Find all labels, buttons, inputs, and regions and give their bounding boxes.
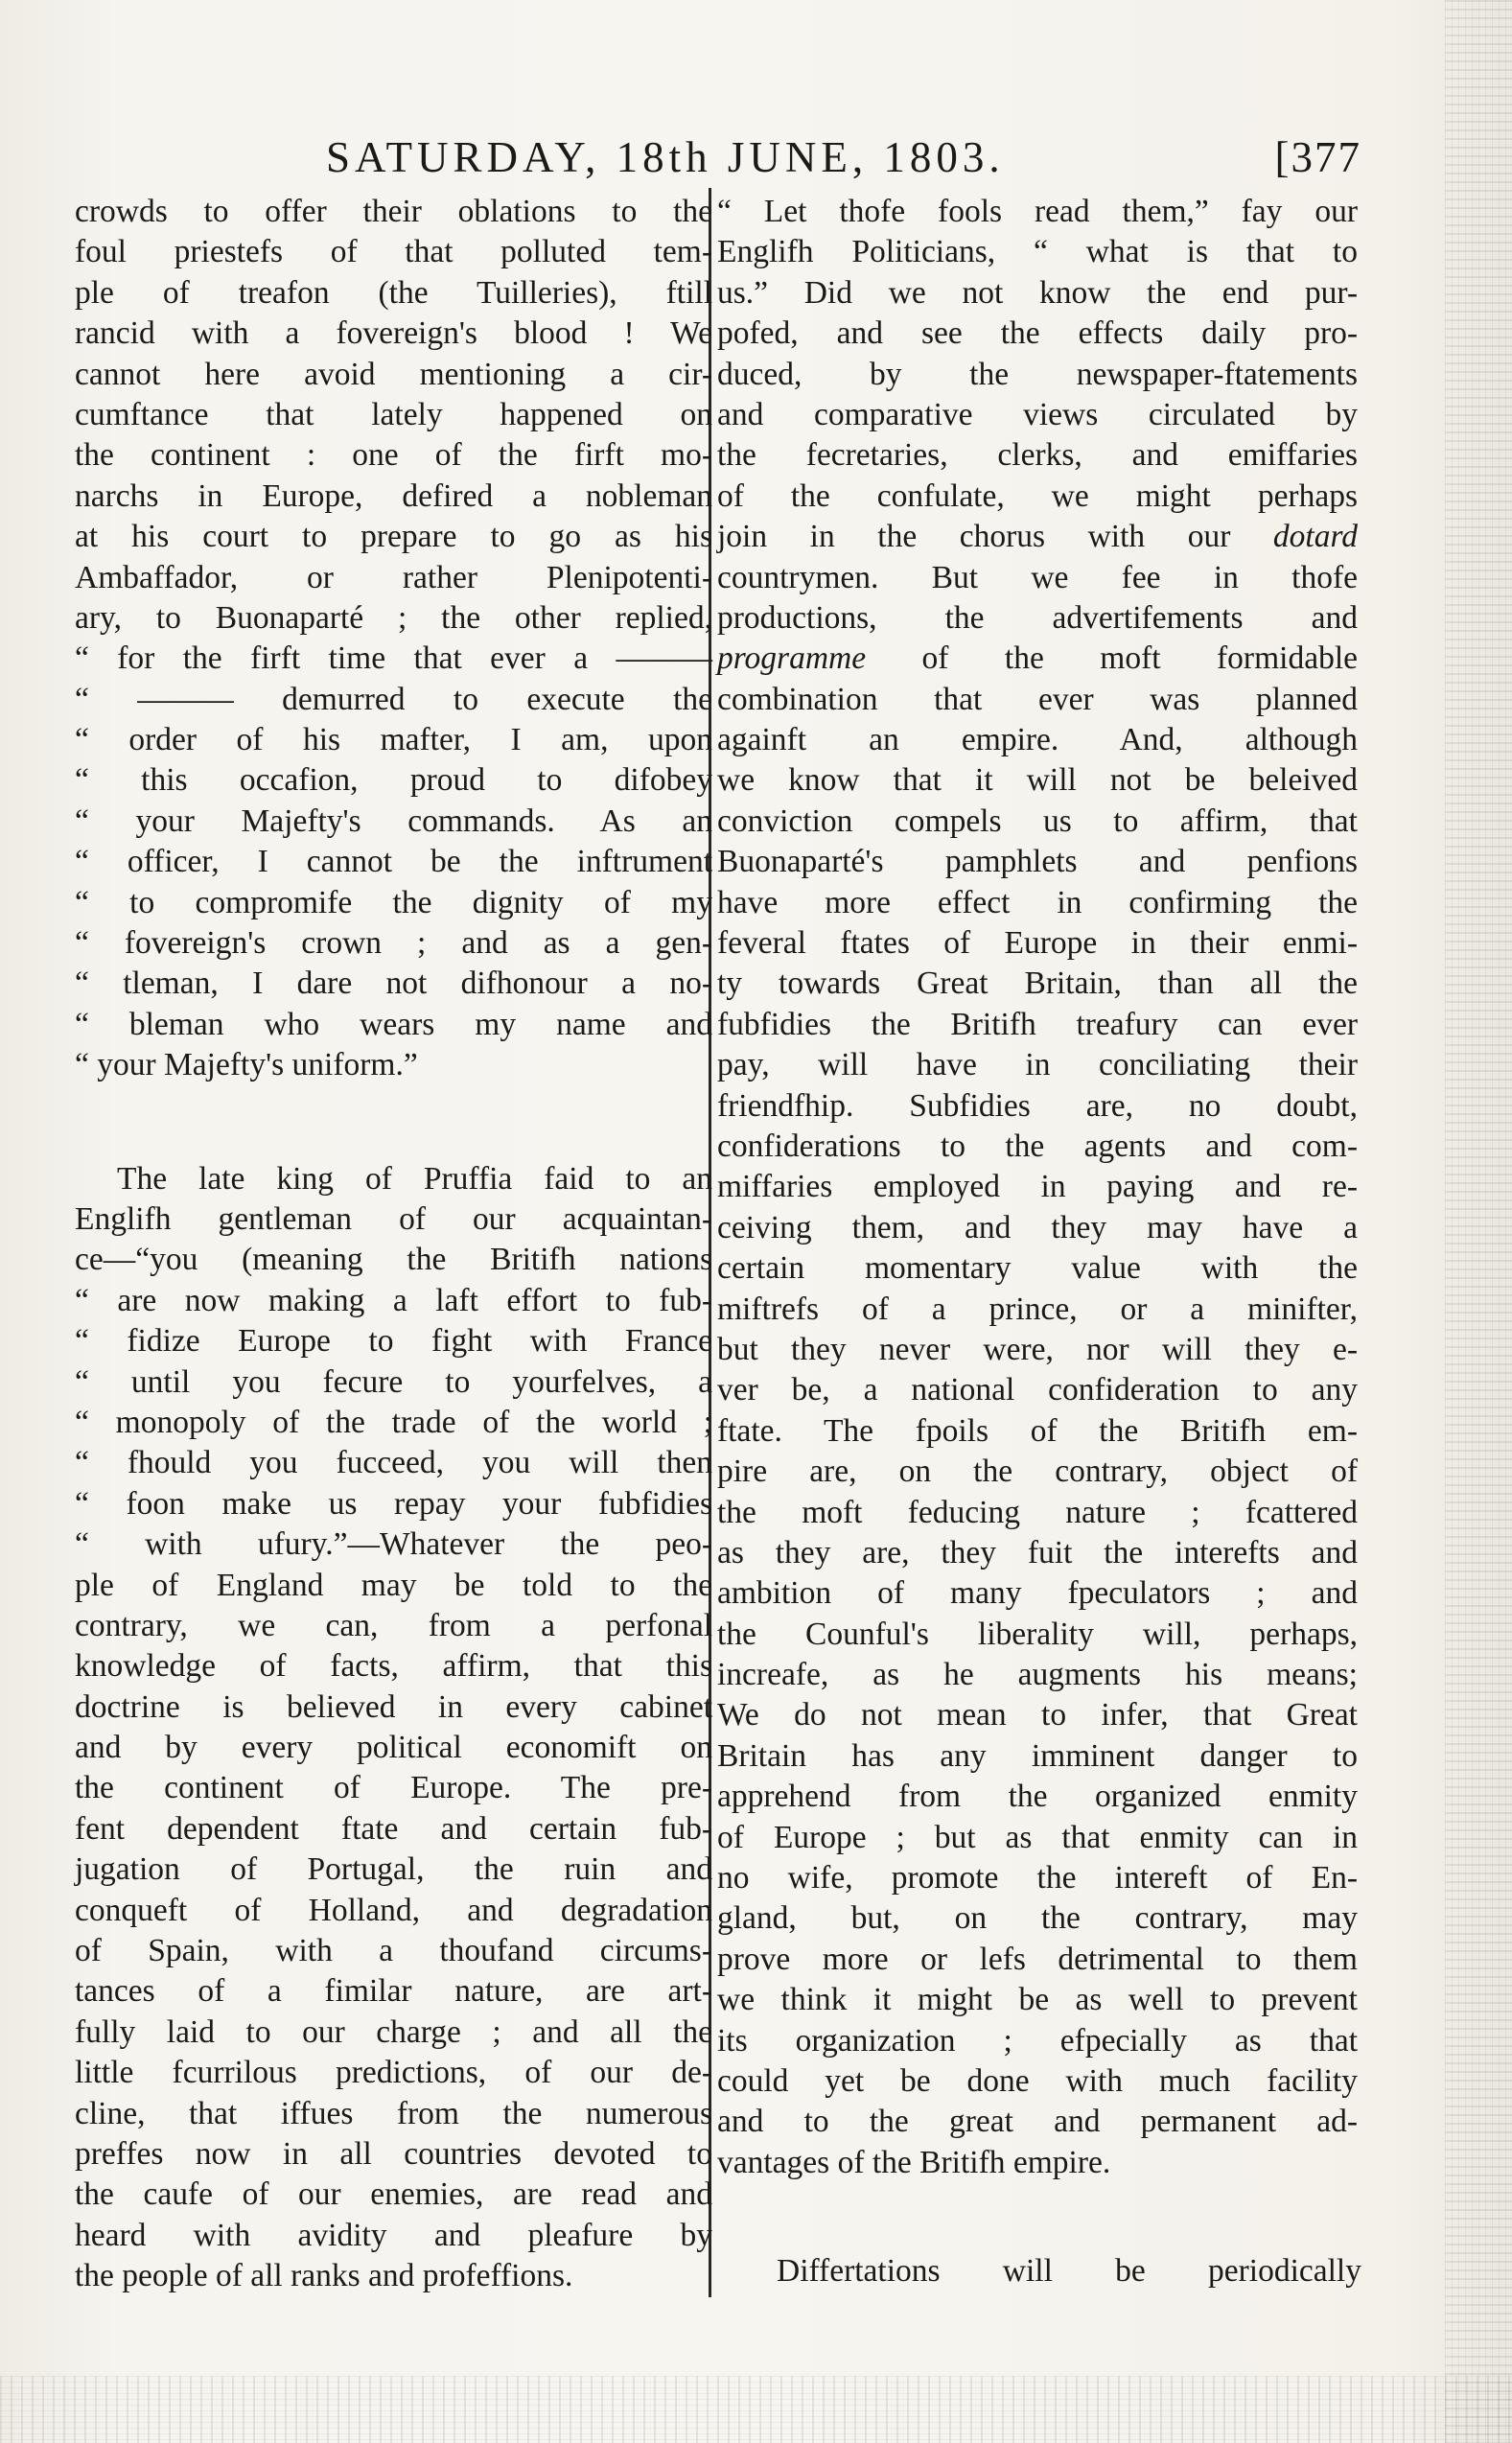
text-line: “ this occafion, proud to difobey (75, 762, 712, 799)
text-line: narchs in Europe, defired a nobleman (75, 477, 712, 514)
text-line: pofed, and see the effects daily pro- (717, 315, 1358, 352)
text-line: jugation of Portugal, the ruin and (75, 1851, 712, 1888)
page-header (326, 132, 1361, 186)
text-line: rancid with a fovereign's blood ! We (75, 315, 712, 352)
text-line: “ to compromife the dignity of my (75, 884, 712, 920)
left-paragraph-1 (75, 192, 712, 1086)
right-column (717, 192, 1358, 2183)
text-line: of the confulate, we might perhaps (717, 477, 1358, 514)
text-line: confiderations to the agents and com- (717, 1128, 1358, 1164)
text-line: miffaries employed in paying and re- (717, 1169, 1358, 1205)
text-line: cline, that iffues from the numerous (75, 2095, 712, 2131)
text-line: “ officer, I cannot be the inftrument (75, 844, 712, 880)
text-line: combination that ever was planned (717, 681, 1358, 717)
text-line: “ tleman, I dare not difhonour a no- (75, 966, 712, 1002)
text-line: Buonaparté's pamphlets and penfions (717, 844, 1358, 880)
text-line: vantages of the Britifh empire. (717, 2144, 1111, 2180)
text-line: the Counful's liberality will, perhaps, (717, 1616, 1358, 1652)
text-line: ceiving them, and they may have a (717, 1209, 1358, 1245)
text-line: “ are now making a laft effort to fub- (75, 1282, 712, 1318)
text-line: preffes now in all countries devoted to (75, 2135, 712, 2172)
page-number: [377 (1274, 133, 1361, 181)
text-line: duced, by the newspaper-ftatements (717, 356, 1358, 392)
text-line: we know that it will not be beleived (717, 762, 1358, 799)
text-line: We do not mean to infer, that Great (717, 1697, 1358, 1733)
text-line: and by every political economift on (75, 1730, 712, 1766)
text-line: us.” Did we not know the end pur- (717, 274, 1358, 311)
text-line: knowledge of facts, affirm, that this (75, 1648, 712, 1685)
text-line: Englifh Politicians, “ what is that to (717, 234, 1358, 270)
text-line: productions, the advertifements and (717, 599, 1358, 636)
text-line: doctrine is believed in every cabinet (75, 1688, 712, 1725)
text-line: pire are, on the contrary, object of (717, 1454, 1358, 1490)
text-line: increafe, as he augments his means; (717, 1657, 1358, 1693)
text-line: have more effect in confirming the (717, 884, 1358, 920)
text-line: the continent of Europe. The pre- (75, 1770, 712, 1806)
text-line: conviction compels us to affirm, that (717, 803, 1358, 839)
text-line: “ your Majefty's commands. As an (75, 803, 712, 839)
text-line: of Spain, with a thoufand circums- (75, 1933, 712, 1969)
text-line: could yet be done with much facility (717, 2062, 1358, 2099)
text-line: “ bleman who wears my name and (75, 1006, 712, 1042)
text-line: “ fovereign's crown ; and as a gen- (75, 925, 712, 962)
text-line: “ monopoly of the trade of the world ; (75, 1404, 712, 1440)
text-line: contrary, we can, from a perfonal (75, 1607, 712, 1643)
text-line: prove more or lefs detrimental to them (717, 1941, 1358, 1977)
text-line: and to the great and permanent ad- (717, 2104, 1358, 2140)
text-line: Britain has any imminent danger to (717, 1737, 1358, 1774)
text-line: the continent : one of the firft mo- (75, 437, 712, 474)
text-line: little fcurrilous predictions, of our de- (75, 2055, 712, 2091)
text-line: but they never were, nor will they e- (717, 1331, 1358, 1367)
text-line: “ with ufury.”—Whatever the peo- (75, 1526, 712, 1563)
text-line: the fecretaries, clerks, and emiffaries (717, 437, 1358, 474)
text-line: of Europe ; but as that enmity can in (717, 1819, 1358, 1855)
text-line: join in the chorus with our dotard (717, 519, 1358, 555)
text-line: fent dependent ftate and certain fub- (75, 1810, 712, 1847)
text-line: crowds to offer their oblations to the (75, 194, 712, 229)
text-line: we think it might be as well to prevent (717, 1982, 1358, 2018)
text-line: Ambaffador, or rather Plenipotenti- (75, 559, 712, 595)
text-line: fully laid to our charge ; and all the (75, 2013, 712, 2050)
text-line: ftate. The fpoils of the Britifh em- (717, 1412, 1358, 1449)
text-line: “ until you fecure to yourfelves, a (75, 1363, 712, 1400)
text-line: the caufe of our enemies, are read and (75, 2176, 712, 2213)
text-line: fubfidies the Britifh treafury can ever (717, 1006, 1358, 1042)
text-line: “ order of his mafter, I am, upon (75, 722, 712, 758)
text-line: cannot here avoid mentioning a cir- (75, 356, 712, 392)
text-line: miftrefs of a prince, or a minifter, (717, 1291, 1358, 1327)
text-line: at his court to prepare to go as his (75, 519, 712, 555)
text-line: heard with avidity and pleafure by (75, 2217, 712, 2253)
text-line: feveral ftates of Europe in their enmi- (717, 925, 1358, 962)
text-line: as they are, they fuit the interefts and (717, 1534, 1358, 1570)
left-paragraph-2 (75, 1159, 712, 2297)
text-line: ver be, a national confideration to any (717, 1372, 1358, 1408)
text-line: gland, but, on the contrary, may (717, 1900, 1358, 1937)
text-line: foul priestefs of that polluted tem- (75, 234, 712, 270)
text-line: countrymen. But we fee in thofe (717, 559, 1358, 595)
text-line: apprehend from the organized enmity (717, 1779, 1358, 1815)
text-line: conqueft of Holland, and degradation (75, 1892, 712, 1928)
text-line: ty towards Great Britain, than all the (717, 966, 1358, 1002)
text-line: certain momentary value with the (717, 1250, 1358, 1287)
text-line: “ foon make us repay your fubfidies (75, 1485, 712, 1522)
text-line: pay, will have in conciliating their (717, 1047, 1358, 1083)
text-line: cumftance that lately happened on (75, 396, 712, 432)
paragraph-gap (75, 1086, 712, 1159)
text-line: ple of England may be told to the (75, 1567, 712, 1603)
text-line: its organization ; efpecially as that (717, 2022, 1358, 2059)
text-line: programme of the moft formidable (717, 640, 1358, 677)
right-paragraph-1 (717, 192, 1358, 2183)
header-dateline: SATURDAY, 18th JUNE, 1803. (326, 133, 1005, 181)
left-column (75, 192, 712, 2297)
text-line: and comparative views circulated by (717, 396, 1358, 432)
text-line: ambition of many fpeculators ; and (717, 1575, 1358, 1612)
text-line: friendfhip. Subfidies are, no doubt, (717, 1087, 1358, 1124)
text-line: no wife, promote the intereft of En- (717, 1860, 1358, 1896)
text-line: Englifh gentleman of our acquaintan- (75, 1200, 712, 1237)
text-line: ce—“you (meaning the Britifh nations (75, 1242, 712, 1278)
text-line: “ fidize Europe to fight with France (75, 1323, 712, 1360)
text-line: “ ——— demurred to execute the (75, 681, 712, 717)
text-line: “ Let thofe fools read them,” fay our (717, 194, 1358, 229)
text-line: “ your Majefty's uniform.” (75, 1047, 418, 1083)
text-line: The late king of Pruffia faid to an (117, 1160, 712, 1197)
text-line: “ fhould you fucceed, you will then (75, 1445, 712, 1481)
continuation-line: Differtations will be periodically (777, 2253, 1361, 2289)
text-line: the people of all ranks and profeffions. (75, 2258, 573, 2294)
text-line: ary, to Buonaparté ; the other replied, (75, 599, 712, 636)
text-line: the moft feducing nature ; fcattered (717, 1494, 1358, 1530)
text-line: tances of a fimilar nature, are art- (75, 1973, 712, 2010)
text-line: “ for the firft time that ever a ——— (75, 640, 712, 677)
text-line: ple of treafon (the Tuilleries), ftill (75, 274, 712, 311)
text-line: againft an empire. And, although (717, 722, 1358, 758)
